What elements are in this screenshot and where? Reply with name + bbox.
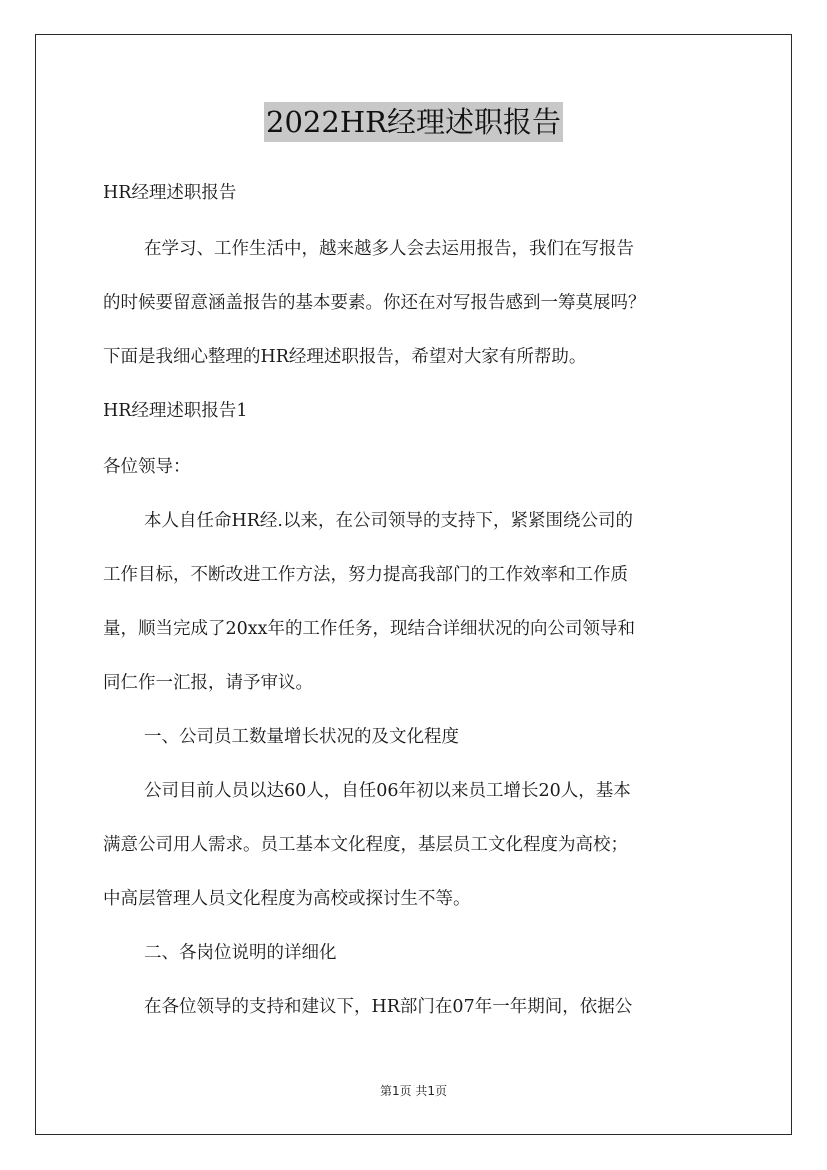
title-container	[0, 102, 827, 142]
document-title: 2022HR经理述职报告	[264, 102, 563, 142]
body-paragraph-line-4: 同仁作一汇报，请予审议。	[103, 673, 313, 693]
staff-paragraph-line-1: 公司目前人员以达60人，自任06年初以来员工增长20人，基本	[144, 781, 631, 801]
job-paragraph-line-1: 在各位领导的支持和建议下，HR部门在07年一年期间，依据公	[144, 997, 633, 1017]
section-heading-staff-growth: 一、公司员工数量增长状况的及文化程度	[144, 727, 459, 747]
body-paragraph-line-3: 量，顺当完成了20xx年的工作任务，现结合详细状况的向公司领导和	[103, 619, 636, 639]
intro-paragraph-line-3: 下面是我细心整理的HR经理述职报告，希望对大家有所帮助。	[103, 347, 587, 367]
section-heading-job-descriptions: 二、各岗位说明的详细化	[144, 943, 337, 963]
body-paragraph-line-1: 本人自任命HR经.以来，在公司领导的支持下，紧紧围绕公司的	[144, 511, 633, 531]
staff-paragraph-line-3: 中高层管理人员文化程度为高校或探讨生不等。	[103, 889, 471, 909]
staff-paragraph-line-2: 满意公司用人需求。员工基本文化程度，基层员工文化程度为高校；	[103, 835, 628, 855]
subtitle-line: HR经理述职报告	[103, 183, 237, 203]
salutation-line: 各位领导：	[103, 457, 191, 477]
body-paragraph-line-2: 工作目标，不断改进工作方法，努力提高我部门的工作效率和工作质	[103, 565, 628, 585]
page-footer: 第1页 共1页	[379, 1084, 448, 1098]
section-heading-report-1: HR经理述职报告1	[103, 401, 248, 421]
intro-paragraph-line-2: 的时候要留意涵盖报告的基本要素。你还在对写报告感到一筹莫展吗？	[103, 293, 646, 313]
intro-paragraph-line-1: 在学习、工作生活中，越来越多人会去运用报告，我们在写报告	[144, 239, 634, 259]
